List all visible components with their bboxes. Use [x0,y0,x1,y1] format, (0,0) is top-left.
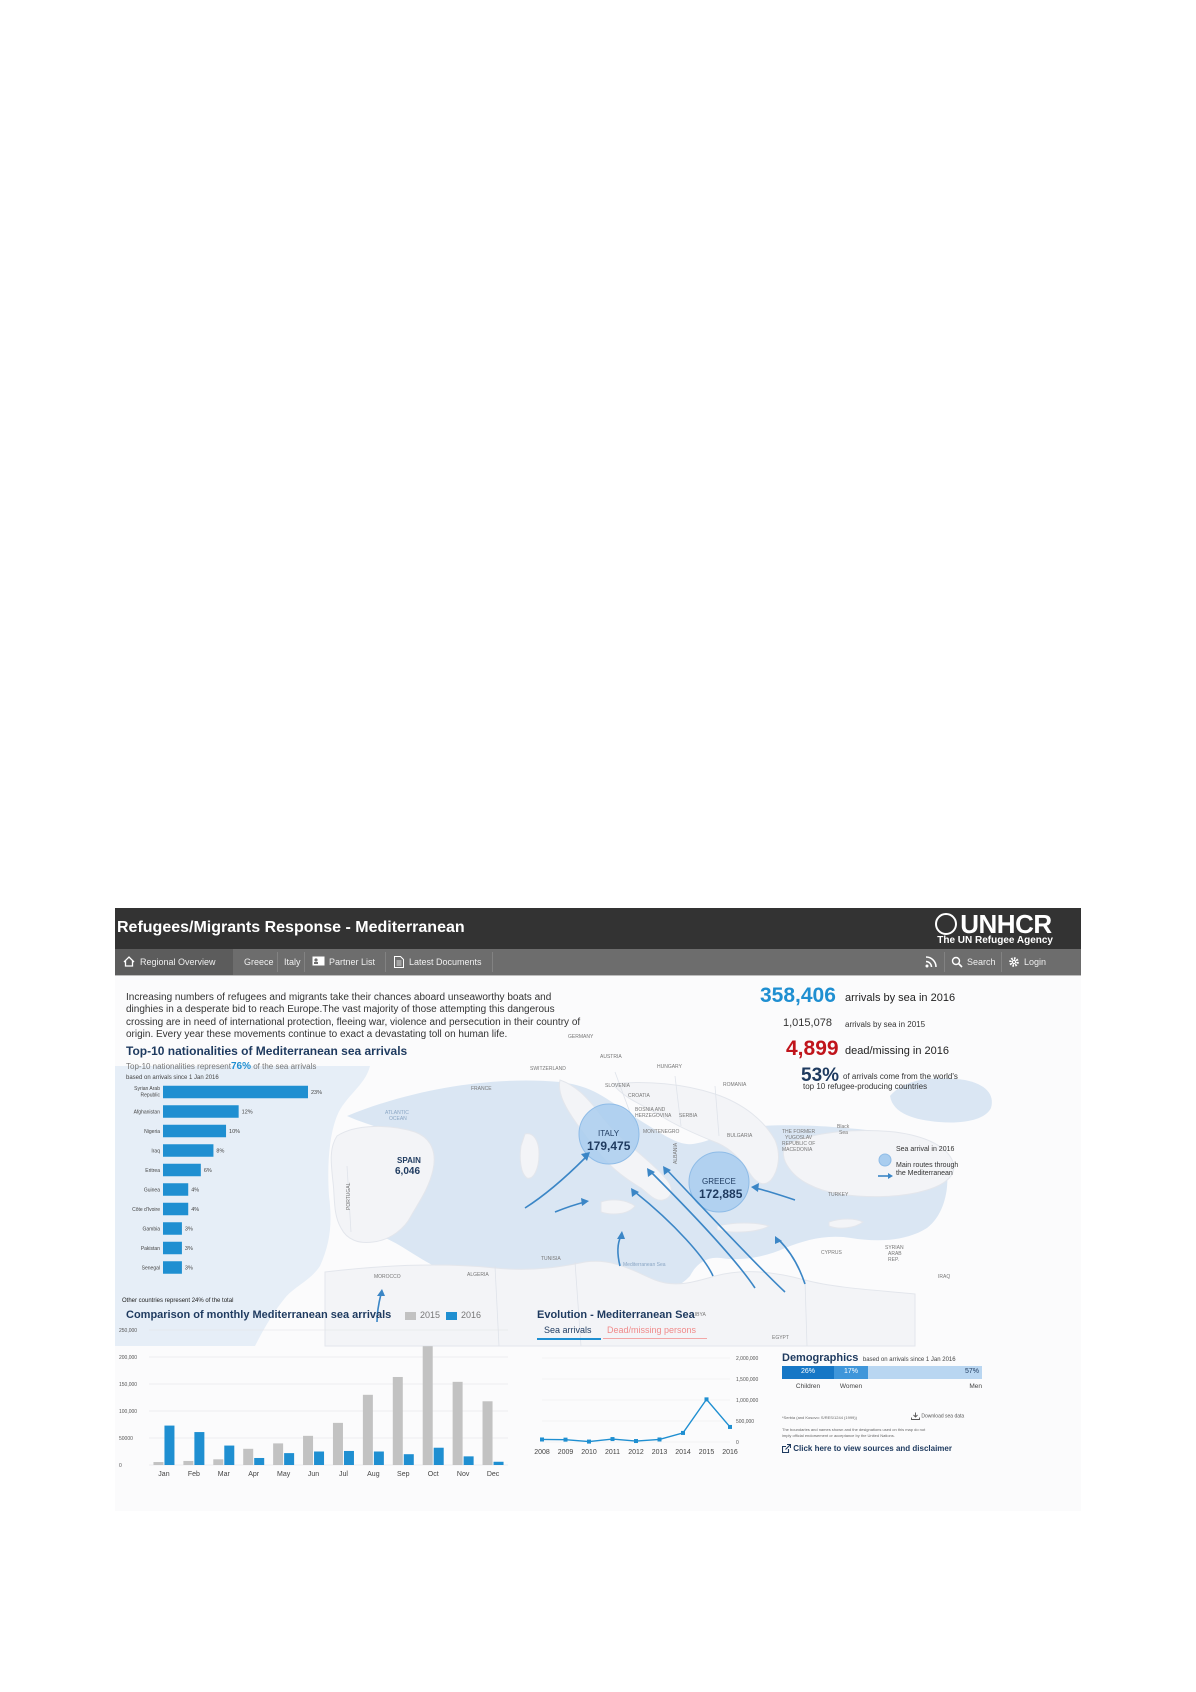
top10-category-label: Afghanistan [133,1109,160,1116]
legend-route-label-2: the Mediterranean [896,1170,953,1177]
top10-bar [163,1086,308,1099]
top10-category-label: Côte d'Ivoire [132,1207,160,1213]
monthly-y-tick-label: 250,000 [119,1328,138,1334]
map-label: MACEDONIA [782,1147,813,1153]
monthly-bar-2016 [284,1453,294,1465]
monthly-bar-2016 [494,1462,504,1465]
top10-category-label: Eritrea [145,1168,160,1174]
nav-bar [115,949,1081,977]
monthly-bar-2015 [483,1401,493,1465]
map-label: THE FORMER [782,1129,816,1135]
monthly-x-tick-label: Jun [307,1471,320,1478]
top10-category-label: Gambia [142,1226,160,1233]
tab-label: Italy [284,957,301,967]
top10-subtitle-value: 76% [230,1061,251,1072]
demographics-title [782,1348,956,1366]
download-sea-data[interactable] [911,1412,964,1420]
demographics-label-children: Children [795,1383,821,1390]
bubble-label-greece: GREECE [702,1177,736,1186]
evolution-x-tick-label: 2015 [698,1449,715,1456]
top10-footnote: Other countries represent 24% of the total [122,1298,234,1304]
page-title: Refugees/Migrants Response - Mediterranean [117,919,465,936]
gear-icon [1008,956,1020,968]
top10-category-label: Pakistan [140,1246,160,1252]
legend-2015-swatch [405,1312,416,1320]
disclaimer-line-2: imply official endorsement or acceptance by the United Nations. [782,1433,895,1438]
top10-basis: based on arrivals since 1 Jan 2016 [126,1075,219,1081]
monthly-x-tick-label: Aug [367,1471,380,1478]
monthly-x-tick-label: Jul [338,1471,348,1478]
monthly-bar-2015 [363,1395,373,1465]
evolution-point [611,1437,615,1441]
evolution-y-tick-label: 2,000,000 [736,1356,759,1362]
stat-top10-value: 53% [801,1065,840,1086]
monthly-bar-2015 [453,1382,463,1465]
monthly-bar-2015 [393,1377,403,1465]
demographics-label-women: Women [839,1383,863,1390]
evolution-x-tick-label: 2010 [581,1449,597,1456]
demographics-basis: based on arrivals since 1 Jan 2016 [862,1357,956,1363]
tab-italy[interactable] [278,949,304,975]
tab-label: Regional Overview [140,957,216,967]
rss-button[interactable] [920,949,944,975]
monthly-bar-2016 [404,1454,414,1465]
tab-dead-missing-underline [603,1338,707,1339]
map-label: AUSTRIA [600,1054,622,1060]
map-label: IRAQ [938,1274,951,1280]
tab-label: Latest Documents [409,957,482,967]
legend-route-label-1: Main routes through [896,1162,959,1169]
map-label: CYPRUS [821,1250,842,1256]
demographics-labels [782,1383,982,1393]
legend-bubble-icon [879,1154,891,1166]
top10-value-label: 4% [191,1207,200,1213]
monthly-bar-2015 [423,1346,433,1465]
tab-sea-arrivals[interactable]: Sea arrivals [544,1325,592,1335]
monthly-bar-2015 [183,1461,193,1465]
map-label: ATLANTIC [385,1110,409,1116]
map-label: MONTENEGRO [643,1129,680,1135]
download-label: Download sea data [921,1413,965,1420]
logo-text: UNHCR [960,909,1052,939]
map-label: GERMANY [568,1034,594,1040]
home-icon [123,956,135,967]
top10-value-label: 3% [184,1265,193,1272]
map-label: SYRIAN [885,1245,904,1251]
map-label: Sea [839,1130,848,1136]
map-label: TURKEY [828,1192,849,1198]
top10-value-label: 3% [184,1246,193,1252]
monthly-bar-2015 [243,1449,253,1465]
title-bar [115,908,1081,949]
map-label: BOSNIA AND [635,1107,666,1113]
map-label: CROATIA [628,1093,650,1099]
sources-disclaimer-link[interactable] [782,1444,952,1453]
top10-bar [163,1203,188,1216]
id-card-icon [312,956,325,966]
legend-bubble-label: Sea arrival in 2016 [896,1146,955,1153]
demographics-label-men: Men [969,1383,982,1390]
evolution-x-tick-label: 2009 [557,1449,574,1456]
evolution-y-tick-label: 500,000 [736,1419,755,1425]
rss-icon [925,956,938,968]
map-label: MOROCCO [374,1274,401,1280]
map-label: REPUBLIC OF [782,1141,816,1147]
map-label: PORTUGAL [346,1182,352,1210]
evolution-point [705,1397,709,1401]
top10-bar [163,1222,182,1235]
search-button[interactable] [945,949,1001,975]
map-label: TUNISIA [541,1256,561,1262]
monthly-x-tick-label: Oct [427,1471,439,1478]
evolution-y-tick-label: 1,000,000 [736,1398,759,1404]
external-link-icon [782,1444,791,1453]
map-label: SLOVENIA [605,1083,631,1089]
monthly-x-tick-label: Jan [158,1471,170,1478]
monthly-y-tick-label: 200,000 [119,1355,138,1361]
evolution-point [634,1439,638,1443]
bubble-value-spain: 6,046 [395,1166,421,1177]
disclaimer-line-1: The boundaries and names shown and the designations used on this map do not [782,1427,926,1432]
map-label: ROMANIA [723,1082,747,1088]
demographics-segment-women [834,1366,868,1379]
top10-chart [118,1082,363,1296]
evolution-x-tick-label: 2016 [722,1449,738,1456]
unhcr-logo[interactable] [935,911,1053,946]
monthly-bar-2016 [344,1451,354,1465]
tab-regional-overview[interactable] [115,949,233,975]
tab-greece[interactable] [233,949,277,975]
evolution-x-tick-label: 2013 [651,1449,668,1456]
logo-tagline: The UN Refugee Agency [937,935,1053,946]
intro-paragraph: Increasing numbers of refugees and migrants take their chances aboard unseaworthy boats and dinghies in a desperate bid to reach Europe.The vast majority of those attempting this dangerous crossing are in need of international protection, fleeing war, violence and persecution in their country of origin. Every year these movements continue to exact a devastating toll on human life. [126,992,581,1041]
tab-latest-documents[interactable] [386,949,492,975]
top10-value-label: 12% [241,1109,253,1116]
map-label: OCEAN [389,1116,407,1122]
map-label: SERBIA [679,1113,698,1119]
map-label: Black [837,1124,850,1130]
top10-category-label: Syrian Arab [134,1086,160,1092]
login-button[interactable] [1002,949,1052,975]
monthly-x-tick-label: Feb [187,1471,200,1478]
map-label: EGYPT [772,1335,789,1341]
download-icon [911,1412,920,1420]
evolution-point [587,1440,591,1444]
stat-arrivals-2016-value: 358,406 [760,984,836,1007]
monthly-bar-2016 [374,1452,384,1466]
monthly-bar-2016 [464,1456,474,1465]
map-label: SWITZERLAND [530,1066,566,1072]
nav-divider [492,952,493,972]
demographics-segment-children [782,1366,834,1379]
demographics-segment-men [868,1366,982,1379]
monthly-x-tick-label: Nov [456,1471,470,1478]
monthly-bar-2016 [224,1446,234,1465]
search-icon [951,956,963,968]
legend-2015-label: 2015 [420,1310,441,1320]
stat-arrivals-2015-value: 1,015,078 [783,1017,832,1029]
search-label: Search [967,957,996,967]
evolution-x-tick-label: 2014 [675,1449,691,1456]
top10-category-label: Iraq [151,1148,160,1155]
stat-arrivals-2015-label: arrivals by sea in 2015 [845,1020,926,1029]
top10-category-label: Republic [140,1092,160,1099]
tab-label: Greece [244,957,274,967]
demographics-segment-value: 57% [964,1368,979,1375]
top10-subtitle [126,1061,316,1072]
top10-bar [163,1164,201,1177]
top10-value-label: 3% [184,1226,193,1233]
evolution-x-tick-label: 2012 [628,1449,644,1456]
demographics-bar [782,1366,982,1379]
map-label: ALBANIA [673,1142,679,1164]
top10-category-label: Nigeria [144,1129,160,1135]
app-window [115,908,1081,1511]
evolution-x-tick-label: 2008 [534,1449,550,1456]
evolution-point [658,1437,662,1441]
top10-subtitle-prefix: Top-10 nationalities represent [126,1062,231,1071]
monthly-bar-2015 [273,1443,283,1465]
map-label: Mediterranean Sea [623,1262,666,1268]
monthly-bar-2016 [254,1458,264,1465]
monthly-bar-2015 [303,1436,313,1465]
unhcr-emblem-icon [935,913,957,935]
monthly-bar-2015 [153,1462,163,1465]
footnote-serbia: *Serbia (and Kosovo: S/RES/1244 (1999)) [782,1415,857,1420]
evolution-point [681,1431,685,1435]
monthly-x-tick-label: Mar [217,1471,230,1478]
tab-sea-arrivals-underline [537,1338,601,1340]
monthly-x-tick-label: Sep [397,1471,410,1478]
stat-dead-2016-value: 4,899 [786,1037,839,1060]
legend-2016-swatch [446,1312,457,1320]
map-label: ALGERIA [467,1272,489,1278]
top10-value-label: 10% [229,1129,241,1135]
demographics-segment-value: 17% [843,1368,859,1375]
bubble-value-italy: 179,475 [587,1139,631,1153]
stat-dead-2016-label: dead/missing in 2016 [845,1045,949,1057]
stat-top10-label-2: top 10 refugee-producing countries [803,1082,928,1091]
top10-bar [163,1105,239,1118]
top10-category-label: Guinea [143,1187,160,1194]
top10-bar [163,1125,226,1138]
map-label: YUGOSLAV [785,1135,813,1141]
tab-partner-list[interactable] [305,949,385,975]
monthly-x-tick-label: Apr [248,1471,260,1478]
tab-dead-missing[interactable]: Dead/missing persons [607,1325,697,1335]
monthly-bar-2015 [213,1459,223,1465]
top10-category-label: Senegal [141,1265,160,1272]
monthly-y-tick-label: 50000 [119,1436,133,1442]
document-icon [394,956,404,968]
monthly-y-tick-label: 100,000 [119,1409,138,1415]
map-label: BULGARIA [727,1133,753,1139]
monthly-chart [115,1323,525,1498]
top10-subtitle-suffix: of the sea arrivals [253,1062,317,1071]
map-label: HUNGARY [657,1064,682,1070]
bubble-value-greece: 172,885 [699,1187,743,1201]
map-label: FRANCE [471,1086,492,1092]
evolution-title: Evolution - Mediterranean Sea [537,1309,695,1321]
monthly-bar-2015 [333,1423,343,1465]
map-label: HERZEGOVINA [635,1113,672,1119]
login-label: Login [1024,957,1047,967]
evolution-point [540,1437,544,1441]
demographics-segment-value: 26% [800,1368,816,1375]
top10-title: Top-10 nationalities of Mediterranean sea arrivals [126,1044,408,1058]
evolution-series-line [542,1399,730,1441]
evolution-point [564,1438,568,1442]
demographics-title-text: Demographics [782,1352,859,1364]
sardinia [520,1134,539,1179]
bubble-label-spain: SPAIN [397,1156,421,1165]
top10-bar [163,1183,188,1196]
top10-bar [163,1261,182,1274]
bubble-label-italy: ITALY [598,1129,620,1138]
monthly-x-tick-label: Dec [486,1471,500,1478]
tab-label: Partner List [329,957,376,967]
map-label: REP. [888,1257,900,1263]
top10-value-label: 4% [191,1187,200,1194]
monthly-bar-2016 [434,1448,444,1465]
evolution-point [728,1425,732,1429]
top10-value-label: 23% [311,1090,323,1096]
top10-value-label: 6% [203,1168,212,1174]
evolution-y-tick-label: 0 [736,1440,739,1446]
legend-2016-label: 2016 [461,1310,482,1320]
monthly-y-tick-label: 150,000 [119,1382,138,1388]
stat-top10-label-1: of arrivals come from the world's [843,1072,958,1081]
monthly-bar-2016 [164,1426,174,1465]
top10-bar [163,1144,213,1157]
monthly-x-tick-label: May [277,1471,291,1478]
stat-arrivals-2016-label: arrivals by sea in 2016 [845,992,956,1004]
sources-link-label: Click here to view sources and disclaimer [793,1444,952,1453]
monthly-y-tick-label: 0 [119,1463,122,1469]
evolution-y-tick-label: 1,500,000 [736,1377,759,1383]
top10-bar [163,1242,182,1255]
map-label: LIBYA [692,1312,706,1318]
monthly-bar-2016 [314,1452,324,1466]
monthly-title: Comparison of monthly Mediterranean sea arrivals [126,1309,392,1321]
monthly-bar-2016 [194,1432,204,1465]
evolution-x-tick-label: 2011 [604,1449,621,1456]
top10-value-label: 8% [216,1148,225,1155]
evolution-chart [530,1348,770,1488]
map-label: ARAB [888,1251,902,1257]
